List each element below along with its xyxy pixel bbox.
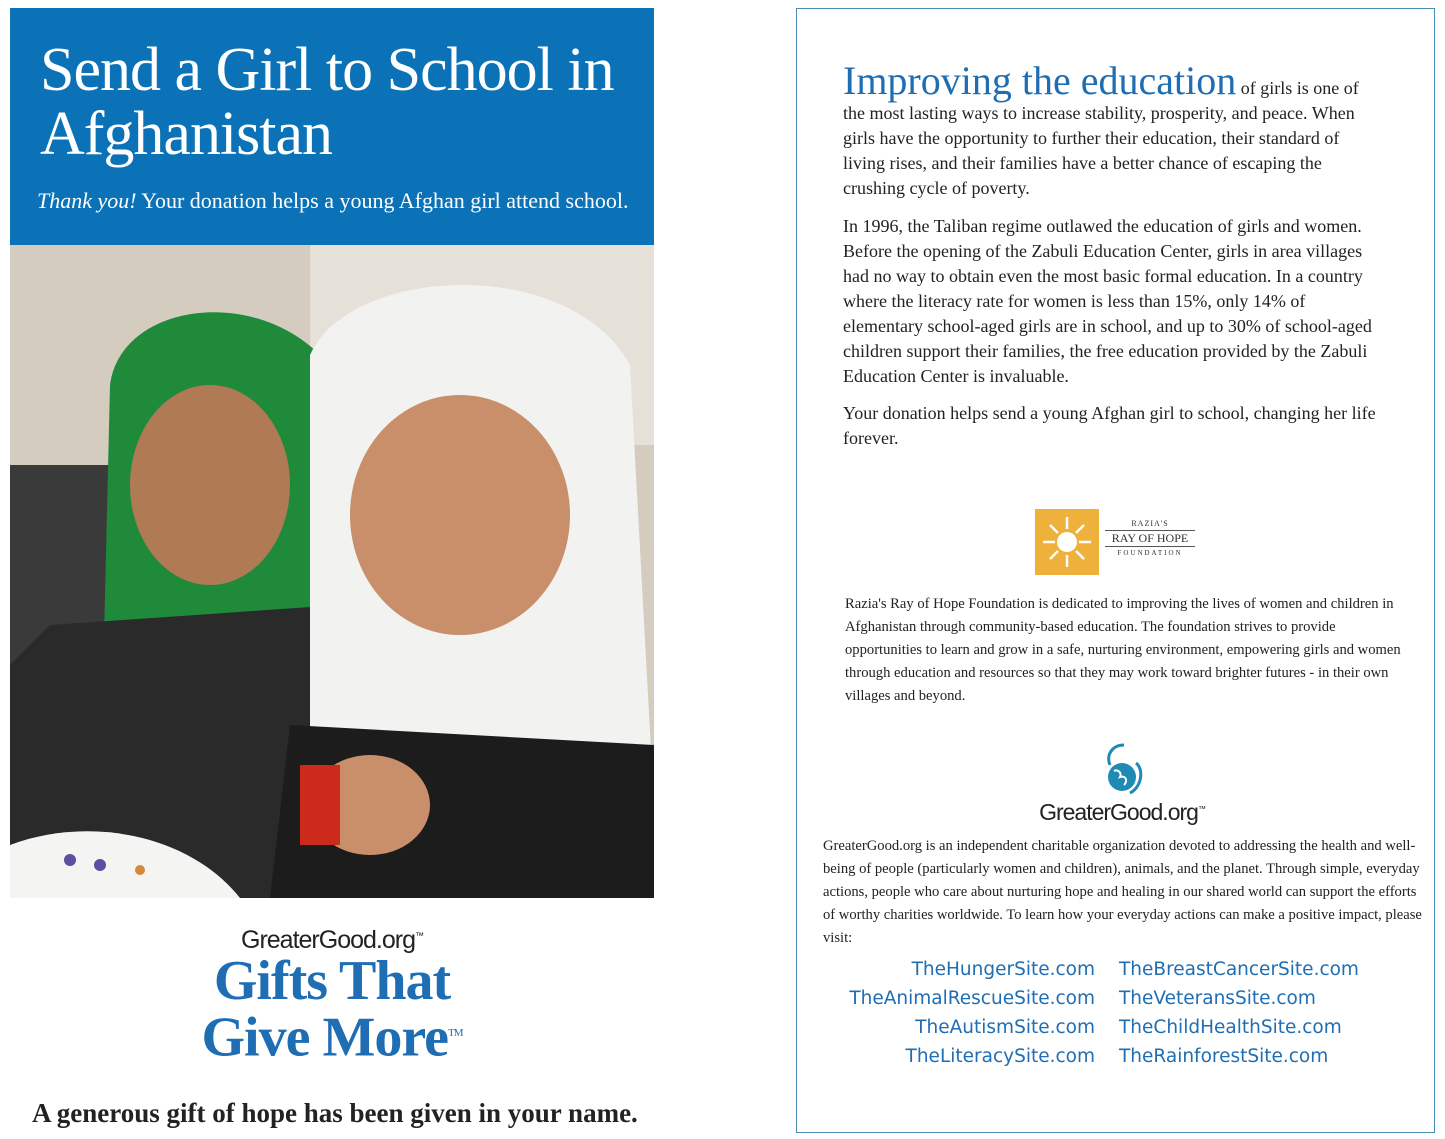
intro-lead: Improving the education (843, 58, 1237, 103)
thank-you-subtitle (37, 188, 629, 214)
intro-rest: of girls is one of the most lasting ways to increase stability, prosperity, and peace. When girls have the opportunity to further their education, their standard of living rises, and their families have a better chance of escaping the crushing cycle of poverty. (843, 78, 1359, 198)
greatergood-description: GreaterGood.org is an independent charitable organization devoted to addressing the health and well-being of people (particularly women and children), animals, and the planet. Through simple, everyday actions, people who care about nurturing hope and healing in our shared world can support the efforts of worthy charities worldwide. To learn how your everyday actions can make a positive impact, please visit: (823, 838, 1422, 946)
partner-sites-list (817, 959, 1417, 1075)
sites-row (817, 959, 1417, 988)
sites-row (817, 1017, 1417, 1046)
ray-of-hope-logo (1035, 509, 1195, 575)
intro-paragraph (843, 58, 1383, 201)
sites-row (817, 1046, 1417, 1075)
ray-of-hope-description: Razia's Ray of Hope Foundation is dedicated to improving the lives of women and children in Afghanistan through community-based education. The foundation strives to provide opportunities to learn and grow in a safe, nurturing environment, empowering girls and women through education and resources so that they may work toward brighter futures - in their own villages and beyond. (845, 596, 1401, 704)
site-link[interactable]: TheHungerSite.com (911, 959, 1095, 980)
sites-row (817, 988, 1417, 1017)
sun-icon (1035, 509, 1099, 575)
site-link[interactable]: TheBreastCancerSite.com (1119, 959, 1359, 980)
greatergood-logo (1037, 739, 1207, 826)
site-link[interactable]: TheLiteracySite.com (905, 1046, 1095, 1067)
ray-of-hope-wordmark: RAZIA'S RAY OF HOPE FOUNDATION (1105, 519, 1195, 557)
girls-photo (10, 245, 654, 898)
taliban-paragraph: In 1996, the Taliban regime outlawed the education of girls and women. Before the opening of the Zabuli Education Center, girls in area villages had no way to obtain even the most basic formal education. In a country where the literacy rate for women is less than 15%, only 14% of elementary school-aged girls are in school, and up to 30% of school-aged children support their families, the free education provided by the Zabuli Education Center is invaluable. (843, 216, 1372, 386)
left-panel (10, 8, 654, 1139)
donation-paragraph: Your donation helps send a young Afghan girl to school, changing her life forever. (843, 403, 1376, 448)
subtitle-rest: Your donation helps a young Afghan girl attend school. (136, 188, 629, 213)
photo-illustration (10, 245, 654, 898)
site-link[interactable]: TheAutismSite.com (915, 1017, 1095, 1038)
greatergood-wordmark: GreaterGood.org™ (1039, 799, 1205, 825)
right-panel (796, 8, 1435, 1133)
site-link[interactable]: TheAnimalRescueSite.com (849, 988, 1095, 1009)
thank-you-em: Thank you! (37, 188, 137, 213)
site-link[interactable]: TheVeteransSite.com (1119, 988, 1316, 1009)
title-banner (10, 8, 654, 245)
globe-icon (1092, 739, 1152, 799)
greatergood-wordmark-small: GreaterGood.org™ (241, 926, 423, 954)
gifts-that-give-more-text: Gifts That Give More™ (201, 950, 463, 1069)
site-link[interactable]: TheRainforestSite.com (1119, 1046, 1329, 1067)
tagline: A generous gift of hope has been given in your name. (32, 1098, 638, 1128)
page-title: Send a Girl to School in Afghanistan (40, 36, 614, 168)
gifts-that-give-more-logo (10, 926, 654, 1069)
site-link[interactable]: TheChildHealthSite.com (1119, 1017, 1342, 1038)
